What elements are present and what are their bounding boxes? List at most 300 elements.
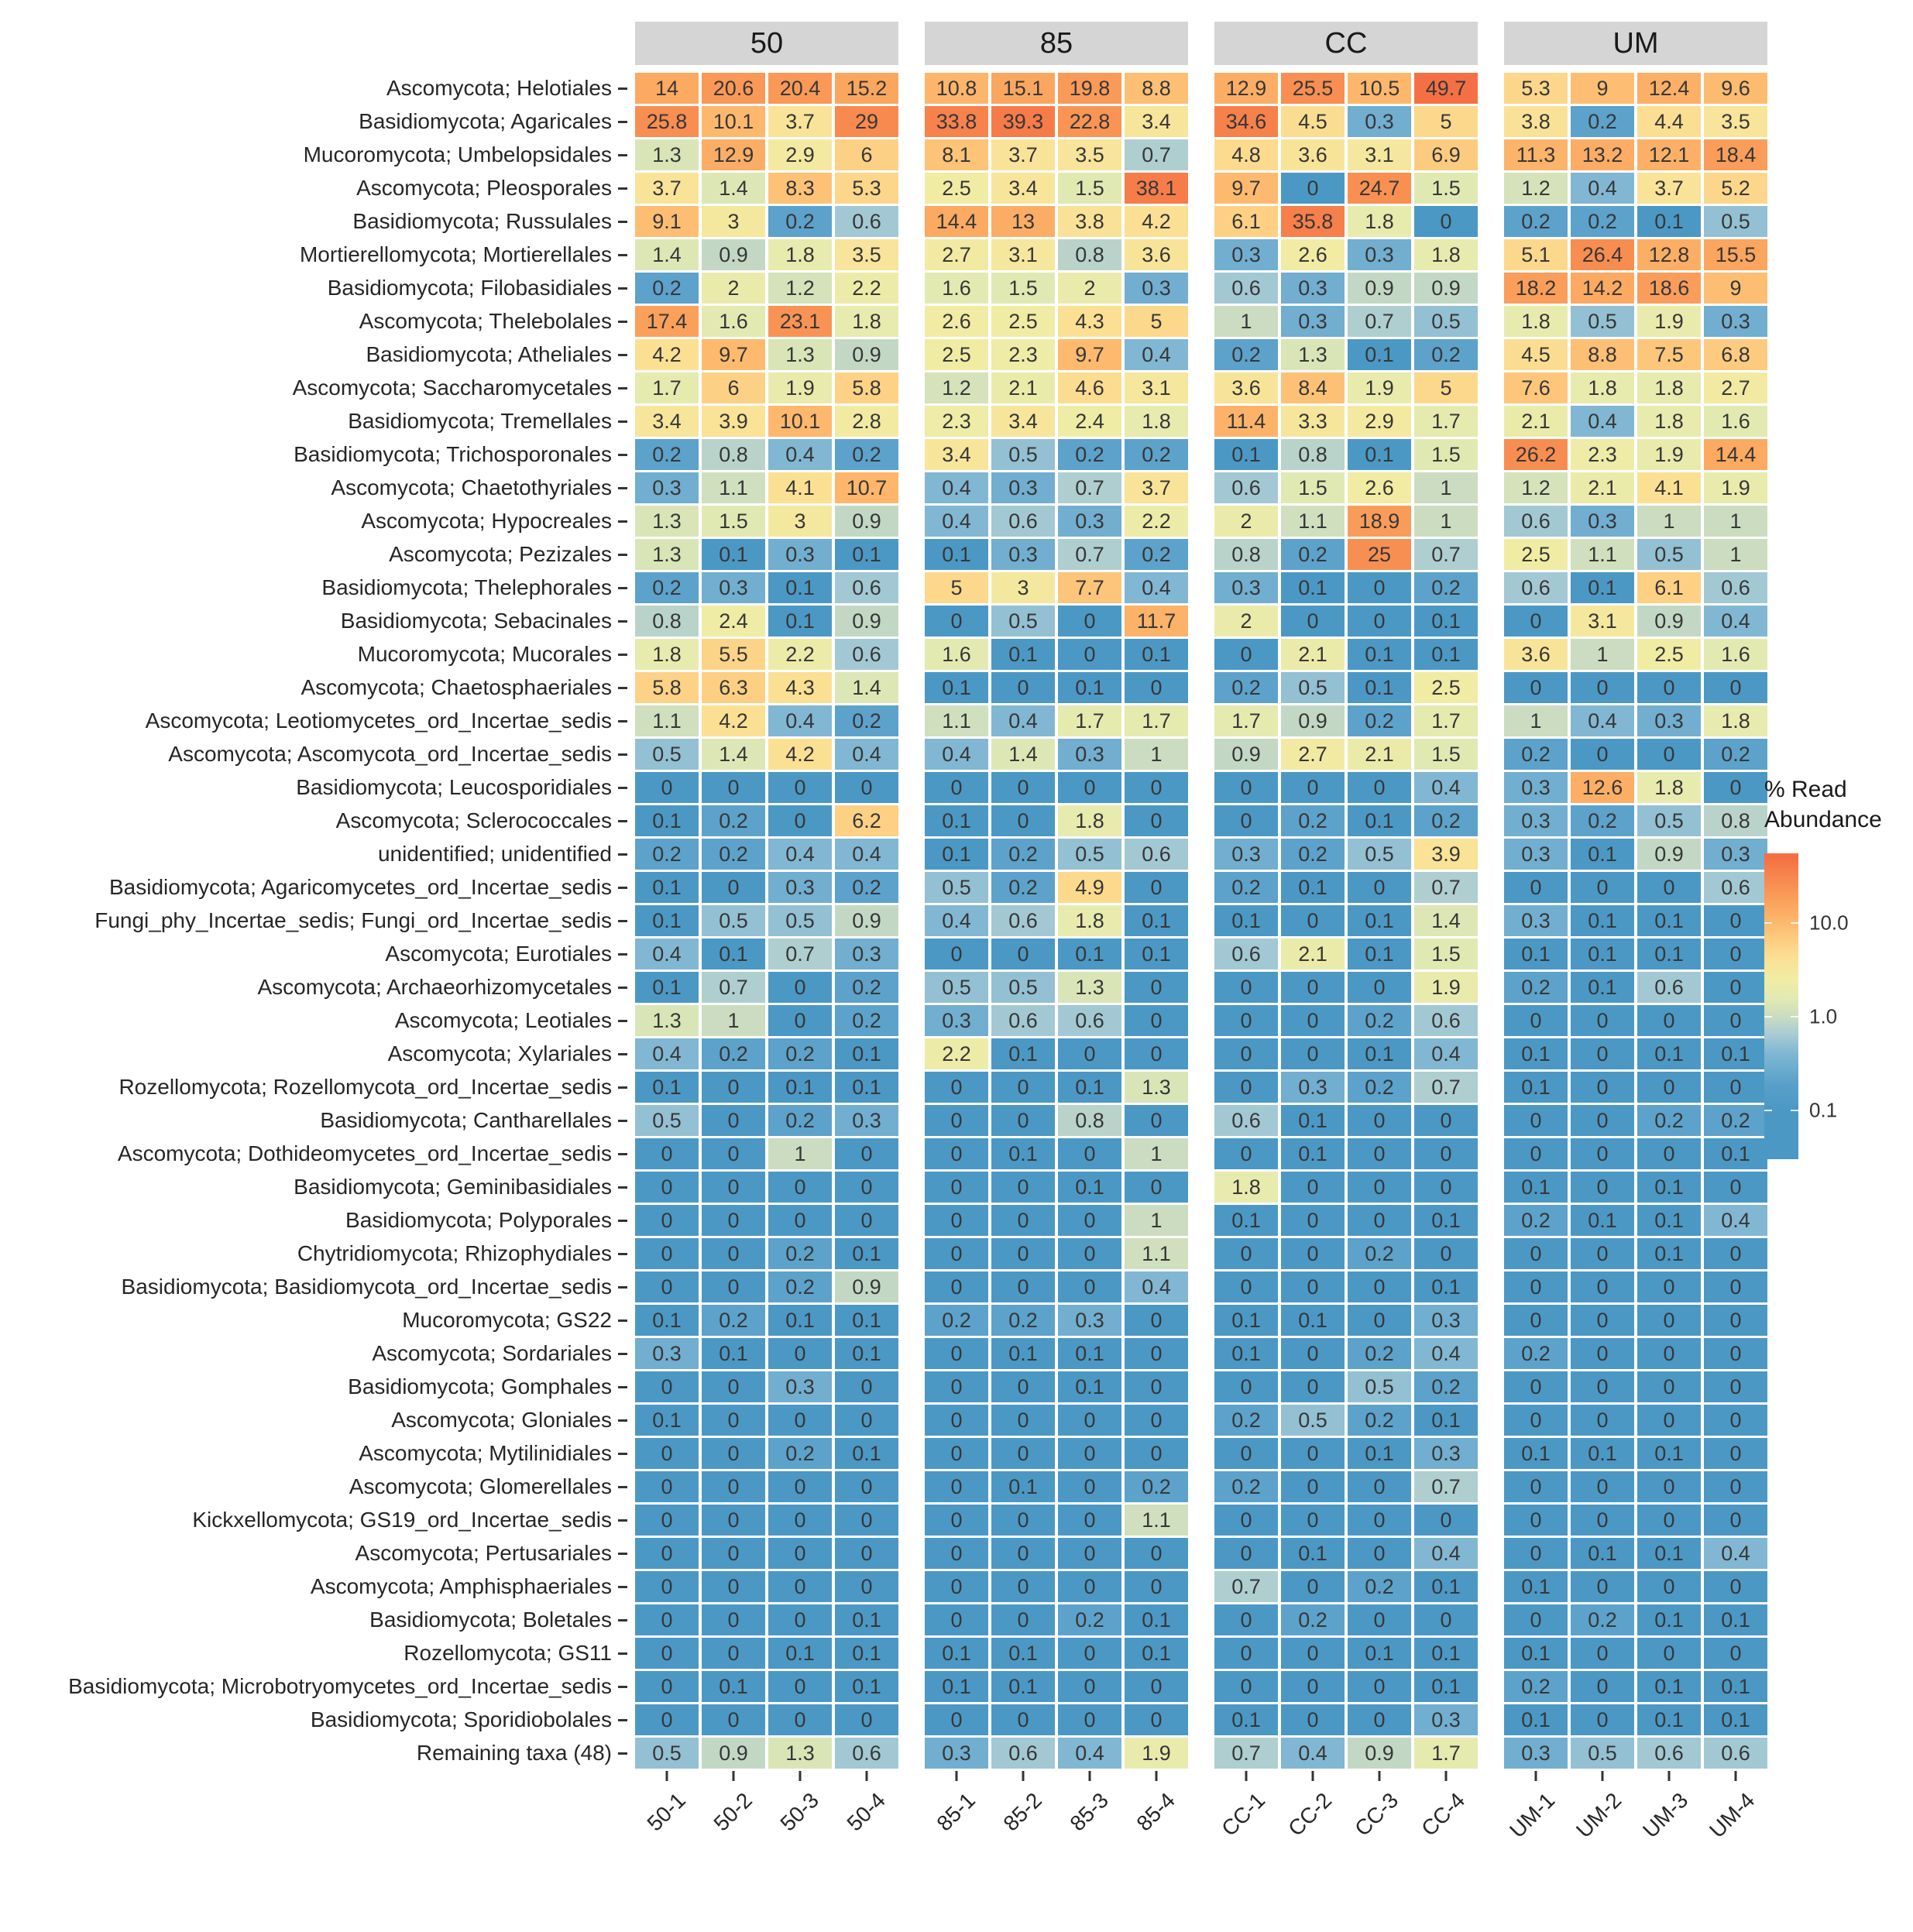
heatmap-cell: 1.1	[1571, 539, 1634, 570]
heatmap-cell: 0.1	[1504, 1571, 1568, 1602]
heatmap-cell: 0	[635, 1371, 699, 1402]
heatmap-cell: 0.3	[1281, 306, 1345, 337]
facet-panel	[925, 839, 1188, 870]
heatmap-cell: 0.1	[635, 972, 699, 1003]
heatmap-cell: 0	[1348, 972, 1411, 1003]
y-tick-mark	[618, 787, 627, 789]
heatmap-cell: 49.7	[1414, 73, 1478, 104]
heatmap-cell: 19.8	[1058, 73, 1121, 104]
heatmap-cell: 1.1	[1125, 1505, 1188, 1536]
facet-panel	[1214, 1072, 1478, 1103]
heatmap-cell: 20.6	[702, 73, 765, 104]
heatmap-cell: 0.1	[768, 1072, 832, 1103]
x-tick-mark	[1668, 1771, 1671, 1781]
facet-panel	[635, 372, 898, 403]
heatmap-cell: 10.8	[925, 73, 988, 104]
y-axis-label	[0, 1541, 627, 1566]
heatmap-cell: 0.1	[768, 1305, 832, 1336]
heatmap-cell: 0	[635, 1205, 699, 1236]
heatmap-cell: 0.6	[1637, 972, 1701, 1003]
facet-panel	[635, 472, 898, 503]
facet-panel	[925, 905, 1188, 936]
heatmap-cell: 0.2	[1125, 539, 1188, 570]
heatmap-cell: 0	[1348, 1471, 1411, 1502]
heatmap-cell: 0	[635, 1704, 699, 1735]
facet-panel	[925, 705, 1188, 736]
y-tick-mark	[618, 1020, 627, 1022]
heatmap-cell: 0	[925, 1271, 988, 1302]
heatmap-cell: 0.5	[1571, 1738, 1634, 1769]
heatmap-cell: 0.4	[768, 705, 832, 736]
facet-panel	[635, 739, 898, 770]
heatmap-cell: 0.3	[1504, 839, 1568, 870]
heatmap-cell: 0	[1637, 1405, 1701, 1436]
heatmap-cell: 0	[768, 1205, 832, 1236]
heatmap-cell: 0.2	[702, 805, 765, 836]
heatmap-cell: 0.6	[835, 1738, 898, 1769]
taxa-label: Ascomycota; Sclerococcales	[335, 808, 612, 832]
facet-panel	[1504, 572, 1767, 603]
facet-header: 50	[635, 22, 898, 65]
heatmap-cell: 0	[1214, 1072, 1278, 1103]
facet-panel	[635, 905, 898, 936]
taxa-label: Ascomycota; Chaetothyriales	[331, 475, 612, 499]
y-axis-label	[0, 242, 627, 267]
x-tick-label: 85-4	[1132, 1788, 1180, 1836]
heatmap-cell: 0.1	[1348, 1438, 1411, 1469]
heatmap-cell: 0.1	[1058, 672, 1121, 703]
heatmap-cell: 0.4	[1125, 339, 1188, 370]
heatmap-cell: 3.1	[1571, 606, 1634, 637]
heatmap-cell: 8.3	[768, 173, 832, 204]
heatmap-cell: 3.8	[1504, 106, 1568, 137]
heatmap-cell: 0.3	[991, 539, 1055, 570]
heatmap-cell: 4.2	[635, 339, 699, 370]
heatmap-cell: 5.8	[835, 372, 898, 403]
heatmap-cell: 1.4	[702, 173, 765, 204]
heatmap-cell: 0.1	[1348, 805, 1411, 836]
facet-panel	[635, 1638, 898, 1669]
heatmap-cell: 0.1	[835, 1305, 898, 1336]
heatmap-cell: 1.3	[635, 1005, 699, 1036]
heatmap-cell: 0	[768, 1338, 832, 1369]
facet-panel	[1214, 1438, 1478, 1469]
y-tick-mark	[618, 520, 627, 523]
heatmap-cell: 0	[1125, 1438, 1188, 1469]
heatmap-row	[0, 1405, 1913, 1436]
heatmap-cell: 0	[1214, 1238, 1278, 1269]
heatmap-cell: 0.5	[991, 972, 1055, 1003]
y-tick-mark	[618, 1619, 627, 1621]
heatmap-cell: 0.1	[702, 1338, 765, 1369]
heatmap-cell: 5.8	[635, 672, 699, 703]
y-axis-label	[0, 908, 627, 933]
taxa-label: Kickxellomycota; GS19_ord_Incertae_sedis	[192, 1508, 612, 1532]
heatmap-cell: 0	[925, 1371, 988, 1402]
heatmap-cell: 2.2	[925, 1038, 988, 1069]
heatmap-cell: 0.2	[1214, 339, 1278, 370]
heatmap-cell: 0.1	[1058, 1072, 1121, 1103]
heatmap-cell: 1.3	[1058, 972, 1121, 1003]
facet-panel	[1504, 1072, 1767, 1103]
y-axis-label	[0, 176, 627, 201]
y-axis-label	[0, 509, 627, 534]
heatmap-cell: 0	[1058, 1205, 1121, 1236]
heatmap-cell: 0.2	[1571, 1604, 1634, 1635]
heatmap-cell: 22.8	[1058, 106, 1121, 137]
heatmap-cell: 0.2	[991, 872, 1055, 903]
facet-panel	[1504, 606, 1767, 637]
heatmap-cell: 0.2	[1504, 972, 1568, 1003]
x-tick-mark	[1245, 1771, 1248, 1781]
heatmap-cell: 0.4	[925, 472, 988, 503]
heatmap-cell: 0.1	[702, 939, 765, 969]
heatmap-cell: 2.5	[925, 339, 988, 370]
heatmap-cell: 2.5	[991, 306, 1055, 337]
heatmap-cell: 0	[925, 1704, 988, 1735]
y-axis-label	[0, 342, 627, 367]
facet-panel	[1504, 472, 1767, 503]
heatmap-cell: 0	[991, 1105, 1055, 1136]
heatmap-cell: 1	[1125, 739, 1188, 770]
heatmap-cell: 0	[1414, 1238, 1478, 1269]
heatmap-cell: 0	[1637, 1072, 1701, 1103]
heatmap-cell: 2.9	[768, 139, 832, 170]
heatmap-cell: 5.5	[702, 639, 765, 670]
heatmap-cell: 2.1	[1281, 639, 1345, 670]
heatmap-cell: 0	[1637, 1138, 1701, 1169]
heatmap-cell: 1.9	[1125, 1738, 1188, 1769]
heatmap-cell: 0.1	[991, 1138, 1055, 1169]
heatmap-cell: 0.3	[1348, 106, 1411, 137]
y-axis-label	[0, 675, 627, 700]
heatmap-cell: 1.1	[1281, 506, 1345, 537]
heatmap-cell: 0.3	[768, 539, 832, 570]
heatmap-cell: 0	[702, 1438, 765, 1469]
facet-panel	[1504, 1538, 1767, 1569]
taxa-label: Basidiomycota; Sporidiobolales	[310, 1707, 612, 1731]
facet-panel	[1214, 739, 1478, 770]
heatmap-cell: 0.3	[1504, 905, 1568, 936]
y-axis-label	[0, 109, 627, 134]
heatmap-cell: 2	[1058, 273, 1121, 304]
heatmap-cell: 0	[702, 1371, 765, 1402]
heatmap-cell: 0.1	[1348, 939, 1411, 969]
facet-panel	[635, 1438, 898, 1469]
heatmap-cell: 0	[1058, 1538, 1121, 1569]
heatmap-cell: 1.3	[635, 139, 699, 170]
heatmap-cell: 0.2	[1414, 1371, 1478, 1402]
heatmap-cell: 1.1	[635, 705, 699, 736]
heatmap-cell: 1.6	[1704, 639, 1767, 670]
heatmap-cell: 0	[1637, 1338, 1701, 1369]
y-axis-label	[0, 76, 627, 101]
heatmap-cell: 0	[1281, 1371, 1345, 1402]
heatmap-cell: 0.1	[1348, 1038, 1411, 1069]
taxa-label: Ascomycota; Leotiomycetes_ord_Incertae_sedis	[145, 709, 612, 733]
heatmap-cell: 0.1	[1637, 1604, 1701, 1635]
heatmap-cell: 2.3	[1571, 439, 1634, 470]
heatmap-cell: 0.2	[635, 439, 699, 470]
facet-panel	[1504, 439, 1767, 470]
y-tick-mark	[618, 1086, 627, 1089]
heatmap-cell: 2.1	[1348, 739, 1411, 770]
heatmap-cell: 0	[1571, 1671, 1634, 1702]
taxa-label: Rozellomycota; GS11	[404, 1641, 612, 1665]
y-tick-mark	[618, 1652, 627, 1655]
heatmap-cell: 0.1	[835, 1338, 898, 1369]
heatmap-cell: 0	[1704, 1505, 1767, 1536]
heatmap-cell: 0.6	[991, 1005, 1055, 1036]
heatmap-cell: 0.2	[1348, 1072, 1411, 1103]
heatmap-row	[0, 1338, 1913, 1369]
taxa-label: Ascomycota; Saccharomycetales	[292, 376, 612, 400]
heatmap-cell: 2.7	[925, 239, 988, 270]
facet-panel	[1504, 705, 1767, 736]
heatmap-cell: 1.7	[1414, 406, 1478, 437]
y-axis-label	[0, 209, 627, 234]
heatmap-cell: 0	[1214, 805, 1278, 836]
y-tick-mark	[618, 187, 627, 190]
taxa-label: Ascomycota; Pleosporales	[356, 176, 612, 200]
y-tick-mark	[618, 687, 627, 689]
legend-tick-label: 0.1	[1809, 1098, 1838, 1122]
taxa-label: Basidiomycota; Basidiomycota_ord_Incertae_sedis	[121, 1275, 612, 1299]
facet-panel	[925, 206, 1188, 237]
taxa-label: Ascomycota; Mytilinidiales	[359, 1441, 612, 1465]
heatmap-cell: 33.8	[925, 106, 988, 137]
heatmap-cell: 0.5	[925, 972, 988, 1003]
x-tick-mark	[1089, 1771, 1091, 1781]
heatmap-cell: 0.4	[1125, 572, 1188, 603]
facet-panel	[1214, 1271, 1478, 1302]
facet-panel	[925, 1138, 1188, 1169]
heatmap-cell: 0	[1058, 1438, 1121, 1469]
facet-panel	[1504, 1271, 1767, 1302]
y-axis-label	[0, 609, 627, 633]
heatmap-cell: 0	[835, 1205, 898, 1236]
y-axis-label	[0, 1707, 627, 1732]
heatmap-row	[0, 772, 1913, 803]
heatmap-cell: 1.4	[1414, 905, 1478, 936]
heatmap-cell: 0	[991, 1371, 1055, 1402]
heatmap-cell: 0.8	[1058, 1105, 1121, 1136]
heatmap-cell: 0.2	[1281, 1604, 1345, 1635]
heatmap-cell: 0.2	[768, 1105, 832, 1136]
heatmap-cell: 6.8	[1704, 339, 1767, 370]
y-tick-mark	[618, 1353, 627, 1355]
heatmap-cell: 0	[925, 606, 988, 637]
y-tick-mark	[618, 1453, 627, 1455]
facet-panel	[1214, 539, 1478, 570]
heatmap-cell: 0	[835, 1505, 898, 1536]
taxa-label: Ascomycota; Glomerellales	[349, 1474, 612, 1498]
facet-panel	[925, 1305, 1188, 1336]
heatmap-row	[0, 705, 1913, 736]
heatmap-cell: 14.2	[1571, 273, 1634, 304]
facet-panel	[925, 1604, 1188, 1635]
y-tick-mark	[618, 620, 627, 623]
heatmap-cell: 3.1	[991, 239, 1055, 270]
facet-panel	[1504, 839, 1767, 870]
y-axis-label	[0, 376, 627, 400]
facet-panel	[925, 1405, 1188, 1436]
heatmap-cell: 0.9	[1637, 606, 1701, 637]
x-tick-label: CC-4	[1416, 1788, 1469, 1841]
heatmap-cell: 0	[835, 1371, 898, 1402]
facet-panel	[925, 639, 1188, 670]
heatmap-cell: 9.7	[702, 339, 765, 370]
heatmap-cell: 0.1	[1214, 439, 1278, 470]
heatmap-cell: 1.2	[925, 372, 988, 403]
heatmap-cell: 0.1	[1414, 1405, 1478, 1436]
heatmap-cell: 0	[1348, 772, 1411, 803]
heatmap-cell: 0.5	[1637, 805, 1701, 836]
facet-panel	[1504, 239, 1767, 270]
heatmap-cell: 0	[1125, 1305, 1188, 1336]
facet-panel	[1504, 1704, 1767, 1735]
heatmap-cell: 0	[1125, 1405, 1188, 1436]
heatmap-cell: 0.2	[1504, 206, 1568, 237]
heatmap-cell: 0	[1571, 1271, 1634, 1302]
heatmap-cell: 0	[1571, 872, 1634, 903]
y-tick-mark	[618, 753, 627, 756]
heatmap-cell: 0.2	[1504, 1205, 1568, 1236]
heatmap-cell: 10.1	[702, 106, 765, 137]
x-axis-group	[1214, 1771, 1478, 1906]
heatmap-cell: 3.5	[1704, 106, 1767, 137]
heatmap-cell: 0.5	[1414, 306, 1478, 337]
heatmap-cell: 0	[702, 1072, 765, 1103]
heatmap-cell: 0	[1281, 1271, 1345, 1302]
y-axis-label	[0, 642, 627, 667]
x-tick-label: 50-1	[642, 1788, 690, 1836]
taxa-label: Mortierellomycota; Mortierellales	[299, 242, 612, 266]
heatmap-cell: 0.3	[635, 1338, 699, 1369]
legend-tick-label: 10.0	[1809, 911, 1849, 935]
heatmap-cell: 1	[1125, 1138, 1188, 1169]
heatmap-cell: 0.1	[1348, 339, 1411, 370]
heatmap-cell: 0.2	[768, 1438, 832, 1469]
heatmap-cell: 8.4	[1281, 372, 1345, 403]
facet-panel	[925, 139, 1188, 170]
heatmap-row	[0, 639, 1913, 670]
y-tick-mark	[618, 1286, 627, 1289]
heatmap-row	[0, 73, 1913, 104]
heatmap-cell: 0.2	[1571, 805, 1634, 836]
heatmap-cell: 0.6	[991, 506, 1055, 537]
heatmap-row	[0, 572, 1913, 603]
facet-panel	[925, 1671, 1188, 1702]
facet-panel	[1504, 1738, 1767, 1769]
heatmap-cell: 0	[768, 1005, 832, 1036]
heatmap-cell: 2.1	[1281, 939, 1345, 969]
heatmap-cell: 0.1	[991, 1038, 1055, 1069]
heatmap-cell: 1.4	[991, 739, 1055, 770]
y-axis-label	[0, 1508, 627, 1532]
heatmap-cell: 3.4	[991, 406, 1055, 437]
taxa-label: Ascomycota; Archaeorhizomycetales	[257, 975, 612, 999]
heatmap-cell: 0	[1281, 972, 1345, 1003]
heatmap-cell: 0.1	[1704, 1671, 1767, 1702]
taxa-label: Remaining taxa (48)	[416, 1741, 612, 1765]
y-tick-mark	[618, 287, 627, 290]
heatmap-cell: 0	[991, 1571, 1055, 1602]
heatmap-cell: 0.1	[1348, 1638, 1411, 1669]
heatmap-cell: 3.7	[1637, 173, 1701, 204]
heatmap-row	[0, 1238, 1913, 1269]
taxa-label: Ascomycota; Pezizales	[389, 542, 612, 566]
facet-panel	[925, 1038, 1188, 1069]
heatmap-cell: 3.7	[1125, 472, 1188, 503]
heatmap-cell: 0.4	[768, 439, 832, 470]
facet-panel	[1504, 1471, 1767, 1502]
heatmap-cell: 0	[1281, 1038, 1345, 1069]
heatmap-cell: 25.8	[635, 106, 699, 137]
heatmap-cell: 0.3	[1414, 1704, 1478, 1735]
facet-panel	[635, 1038, 898, 1069]
heatmap-cell: 0	[1125, 1571, 1188, 1602]
facet-panel	[1214, 239, 1478, 270]
heatmap-cell: 1.3	[1125, 1072, 1188, 1103]
heatmap-cell: 0.1	[635, 1405, 699, 1436]
heatmap-cell: 0	[1348, 1604, 1411, 1635]
heatmap-cell: 0.5	[1348, 839, 1411, 870]
heatmap-cell: 0.3	[1281, 1072, 1345, 1103]
facet-panel	[1504, 872, 1767, 903]
y-tick-mark	[618, 587, 627, 589]
facet-panel	[925, 273, 1188, 304]
heatmap-cell: 2	[1214, 606, 1278, 637]
legend-tick-label: 1.0	[1809, 1004, 1838, 1028]
heatmap-cell: 0.6	[1214, 273, 1278, 304]
heatmap-cell: 0.6	[1125, 839, 1188, 870]
facet-panel	[1214, 273, 1478, 304]
heatmap-cell: 0	[925, 939, 988, 969]
heatmap-cell: 0.2	[1571, 206, 1634, 237]
heatmap-cell: 0.1	[1281, 872, 1345, 903]
y-axis-label	[0, 1608, 627, 1632]
y-tick-mark	[618, 1120, 627, 1122]
facet-panel	[925, 106, 1188, 137]
legend-tick-mark	[1791, 922, 1798, 924]
facet-panel	[1214, 606, 1478, 637]
heatmap-cell: 0	[1704, 1172, 1767, 1203]
heatmap-cell: 3.8	[1058, 206, 1121, 237]
heatmap-row	[0, 1005, 1913, 1036]
heatmap-cell: 1.7	[1058, 705, 1121, 736]
heatmap-cell: 0	[1214, 772, 1278, 803]
heatmap-cell: 1.3	[768, 1738, 832, 1769]
heatmap-cell: 0	[1637, 1638, 1701, 1669]
heatmap-cell: 0	[1637, 1371, 1701, 1402]
heatmap-cell: 0	[1414, 1138, 1478, 1169]
heatmap-cell: 0	[1571, 1338, 1634, 1369]
heatmap-cell: 0	[991, 772, 1055, 803]
heatmap-cell: 0	[991, 1704, 1055, 1735]
facet-panel	[1504, 772, 1767, 803]
heatmap-cell: 0.2	[835, 439, 898, 470]
heatmap-cell: 2.5	[1504, 539, 1568, 570]
facet-panel	[635, 173, 898, 204]
heatmap-row	[0, 872, 1913, 903]
heatmap-cell: 0	[1281, 1704, 1345, 1735]
heatmap-cell: 0.1	[1504, 1172, 1568, 1203]
facet-panel	[635, 672, 898, 703]
heatmap-cell: 0.3	[925, 1005, 988, 1036]
heatmap-cell: 0	[1704, 1405, 1767, 1436]
heatmap-cell: 1.5	[1414, 173, 1478, 204]
